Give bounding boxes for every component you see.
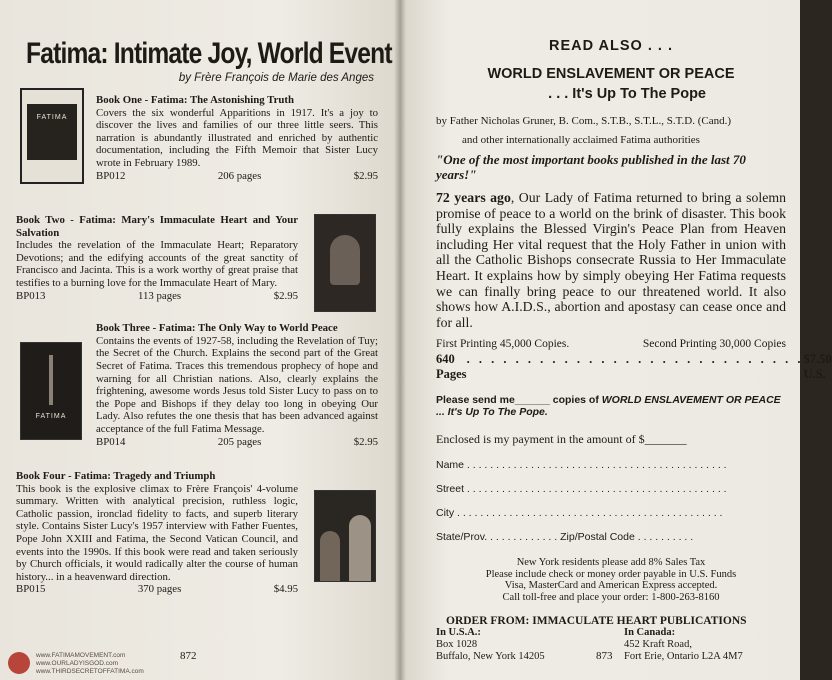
field-label: Street bbox=[436, 483, 465, 496]
book-cover-image bbox=[20, 88, 84, 184]
book-gutter bbox=[394, 0, 406, 680]
book-title: Book Two - Fatima: Mary's Immaculate Heart and Your Salvation bbox=[16, 214, 298, 239]
book-title: Book Four - Fatima: Tragedy and Triumph bbox=[16, 470, 216, 483]
cover-figure bbox=[330, 235, 360, 285]
second-printing: Second Printing 30,000 Copies bbox=[642, 338, 786, 351]
book-cover-image bbox=[20, 342, 82, 440]
order-request bbox=[436, 394, 786, 418]
book-title: Book Three - Fatima: The Only Way to World Peace bbox=[96, 322, 338, 335]
book-code: BP015 bbox=[16, 583, 46, 596]
fine-line: Please include check or money order payable in U.S. Funds bbox=[485, 568, 737, 580]
field-label: Zip/Postal Code bbox=[560, 531, 635, 544]
book-pages: 206 pages bbox=[217, 169, 262, 182]
pages-price-row bbox=[436, 352, 832, 382]
book-description: Covers the six wonderful Apparitions in 1917. It's a joy to discover the lives and families of our three little seers. This narration is abundantly illustrated and enriched by authentic documentation, including the Fifth Memoir that Sister Lucy wrote in February 1989. bbox=[96, 106, 378, 169]
book-price: $4.95 bbox=[273, 583, 298, 596]
book-price: $2.95 bbox=[273, 289, 298, 302]
cover-title: FATIMA bbox=[36, 114, 68, 121]
address-line: Buffalo, New York 14205 bbox=[436, 651, 545, 663]
body-lead: 72 years ago bbox=[436, 190, 511, 205]
book-subtitle: . . . It's Up To The Pope bbox=[548, 86, 706, 102]
street-field[interactable]: Street . . . . . . . . . . . . . . . . . . . . . . . . . . . . . . . . . . . . . . . . . . . . . bbox=[436, 483, 727, 496]
state-zip-field[interactable]: State/Prov. . . . . . . . . . . . . Zip/Postal Code . . . . . . . . . . bbox=[436, 531, 694, 544]
price: $7.50 U.S. bbox=[803, 352, 832, 382]
address-line: Fort Erie, Ontario L2A 4M7 bbox=[624, 651, 743, 663]
cover-panel bbox=[27, 104, 77, 160]
address-heading: In Canada: bbox=[624, 627, 676, 639]
book-pages: 370 pages bbox=[137, 583, 182, 596]
page-number: 872 bbox=[180, 650, 197, 662]
address-line: 452 Kraft Road, bbox=[624, 639, 692, 651]
body-text: , Our Lady of Fatima returned to bring a solemn promise of peace to a world on the brink of disaster. This book fully explains the Blessed Virgin's Peace Plan from Heaven including Her vital request that the Holy Father in union with all the Catholic Bishops consecrate Russia to Her Immaculate Heart. It explains how by simply obeying Her Fatima requests we can finally bring peace to our threatened world. It also shows how A.I.D.S., abortion and apostasy can cease once and for all. bbox=[436, 190, 786, 330]
field-label: City bbox=[436, 507, 455, 520]
book-description: Includes the revelation of the Immaculate Heart; Reparatory Devotions; and the edifying accounts of the great sanctity of Francisco and Jacinta. This is a work worthy of great praise that testifies to a burning love for the Immaculate Heart of Mary. bbox=[16, 239, 298, 289]
endorsement-quote: "One of the most important books published in the last 70 years!" bbox=[436, 152, 746, 182]
please-title: WORLD ENSLAVEMENT OR PEACE ... It's Up To The Pope. bbox=[436, 394, 781, 419]
footer-url[interactable]: www.OURLADYISGOD.com bbox=[36, 660, 118, 667]
order-heading: ORDER FROM: IMMACULATE HEART PUBLICATIONS bbox=[446, 615, 747, 628]
fine-line: Visa, MasterCard and American Express accepted. bbox=[504, 580, 718, 592]
cover-title: FATIMA bbox=[35, 413, 67, 421]
book-code: BP013 bbox=[16, 289, 46, 302]
author-line-2: and other internationally acclaimed Fatima authorities bbox=[462, 134, 700, 146]
book-code: BP012 bbox=[96, 169, 126, 182]
book-price: $2.95 bbox=[353, 435, 378, 448]
book-meta bbox=[96, 436, 378, 449]
book-cover-image bbox=[314, 490, 376, 582]
footer-url[interactable]: www.FATIMAMOVEMENT.com bbox=[36, 652, 126, 659]
byline: by Frère François de Marie des Anges bbox=[178, 72, 374, 84]
book-pages: 205 pages bbox=[217, 435, 262, 448]
fine-line: New York residents please add 8% Sales Tax bbox=[516, 557, 706, 569]
book-description bbox=[436, 190, 786, 330]
payment-line[interactable]: Enclosed is my payment in the amount of $_______ bbox=[436, 432, 687, 447]
address-canada bbox=[598, 627, 786, 663]
book-description: This book is the explosive climax to Frère François' 4-volume summary. Written with analytical precision, ruthless logic, Catholic passion, ironclad fidelity to facts, and superb literary style. Contains Sister Lucy's 1957 interview with Father Fuentes, Pope John XXIII and Fatima, the Second Vatican Council, and events into the 1990s. If this book were read and taken seriously by Church officials, it would radically alter the course of human history... in a heavenward direction. bbox=[16, 482, 298, 583]
book-meta bbox=[96, 170, 378, 183]
printing-info bbox=[436, 338, 786, 350]
book-cover-image bbox=[314, 214, 376, 312]
fine-print bbox=[436, 557, 786, 603]
please-send: Please send me______ copies of bbox=[436, 394, 599, 407]
book-code: BP014 bbox=[96, 435, 126, 448]
book-entry-4 bbox=[16, 470, 298, 596]
name-field[interactable]: Name . . . . . . . . . . . . . . . . . . . . . . . . . . . . . . . . . . . . . . . . . . . . . bbox=[436, 459, 727, 472]
read-also-heading: READ ALSO . . . bbox=[548, 38, 674, 54]
address-usa bbox=[436, 627, 598, 663]
footer-urls bbox=[36, 652, 144, 676]
dot-leader: . . . . . . . . . . . . . . . . . . . . . . . . . . . . bbox=[466, 352, 804, 367]
city-field[interactable]: City . . . . . . . . . . . . . . . . . . . . . . . . . . . . . . . . . . . . . . . . . . . . . . bbox=[436, 507, 723, 520]
book-meta bbox=[16, 290, 298, 303]
address-heading: In U.S.A.: bbox=[436, 627, 481, 639]
book-price: $2.95 bbox=[353, 169, 378, 182]
book-description: Contains the events of 1927-58, including the Revelation of Tuy; the Secret of the Church. Explains the second part of the Great Secret of Fatima. Traces this tremendous prophecy of hope and warning for all Christian nations. Also, clearly explains the frightening, awesome words Jesus told Sister Lucy to pass on to the Pope and Bishops if they delay too long in obeying Our Lady. Also refutes the one thesis that has been advanced against acceptance of the full Fatima Message. bbox=[96, 334, 378, 435]
book-title: WORLD ENSLAVEMENT OR PEACE bbox=[487, 66, 735, 82]
footer-url[interactable]: www.THIRDSECRETOFFATIMA.com bbox=[36, 668, 144, 675]
author-line: by Father Nicholas Gruner, B. Com., S.T.B., S.T.L., S.T.D. (Cand.) bbox=[436, 115, 732, 127]
book-meta bbox=[16, 583, 298, 596]
cover-figure bbox=[320, 531, 340, 581]
watermark-seal-icon bbox=[8, 652, 30, 674]
left-page bbox=[0, 0, 400, 680]
book-title: Book One - Fatima: The Astonishing Truth bbox=[96, 94, 294, 106]
page-title: Fatima: Intimate Joy, World Event bbox=[26, 37, 392, 70]
right-page bbox=[400, 0, 832, 680]
fine-line: Call toll-free and place your order: 1-800-263-8160 bbox=[502, 591, 720, 603]
cover-cross bbox=[49, 355, 53, 405]
book-entry-1 bbox=[36, 94, 378, 184]
book-pages: 113 pages bbox=[138, 289, 182, 302]
page-count: 640 Pages bbox=[436, 352, 467, 382]
book-entry-2 bbox=[16, 214, 298, 302]
field-label: State/Prov. bbox=[436, 531, 488, 544]
address-line: Box 1028 bbox=[436, 639, 478, 651]
page-number: 873 bbox=[596, 650, 613, 662]
field-label: Name bbox=[436, 459, 465, 472]
book-entry-3 bbox=[35, 322, 378, 448]
first-printing: First Printing 45,000 Copies. bbox=[436, 338, 570, 351]
cover-figure bbox=[349, 515, 371, 581]
